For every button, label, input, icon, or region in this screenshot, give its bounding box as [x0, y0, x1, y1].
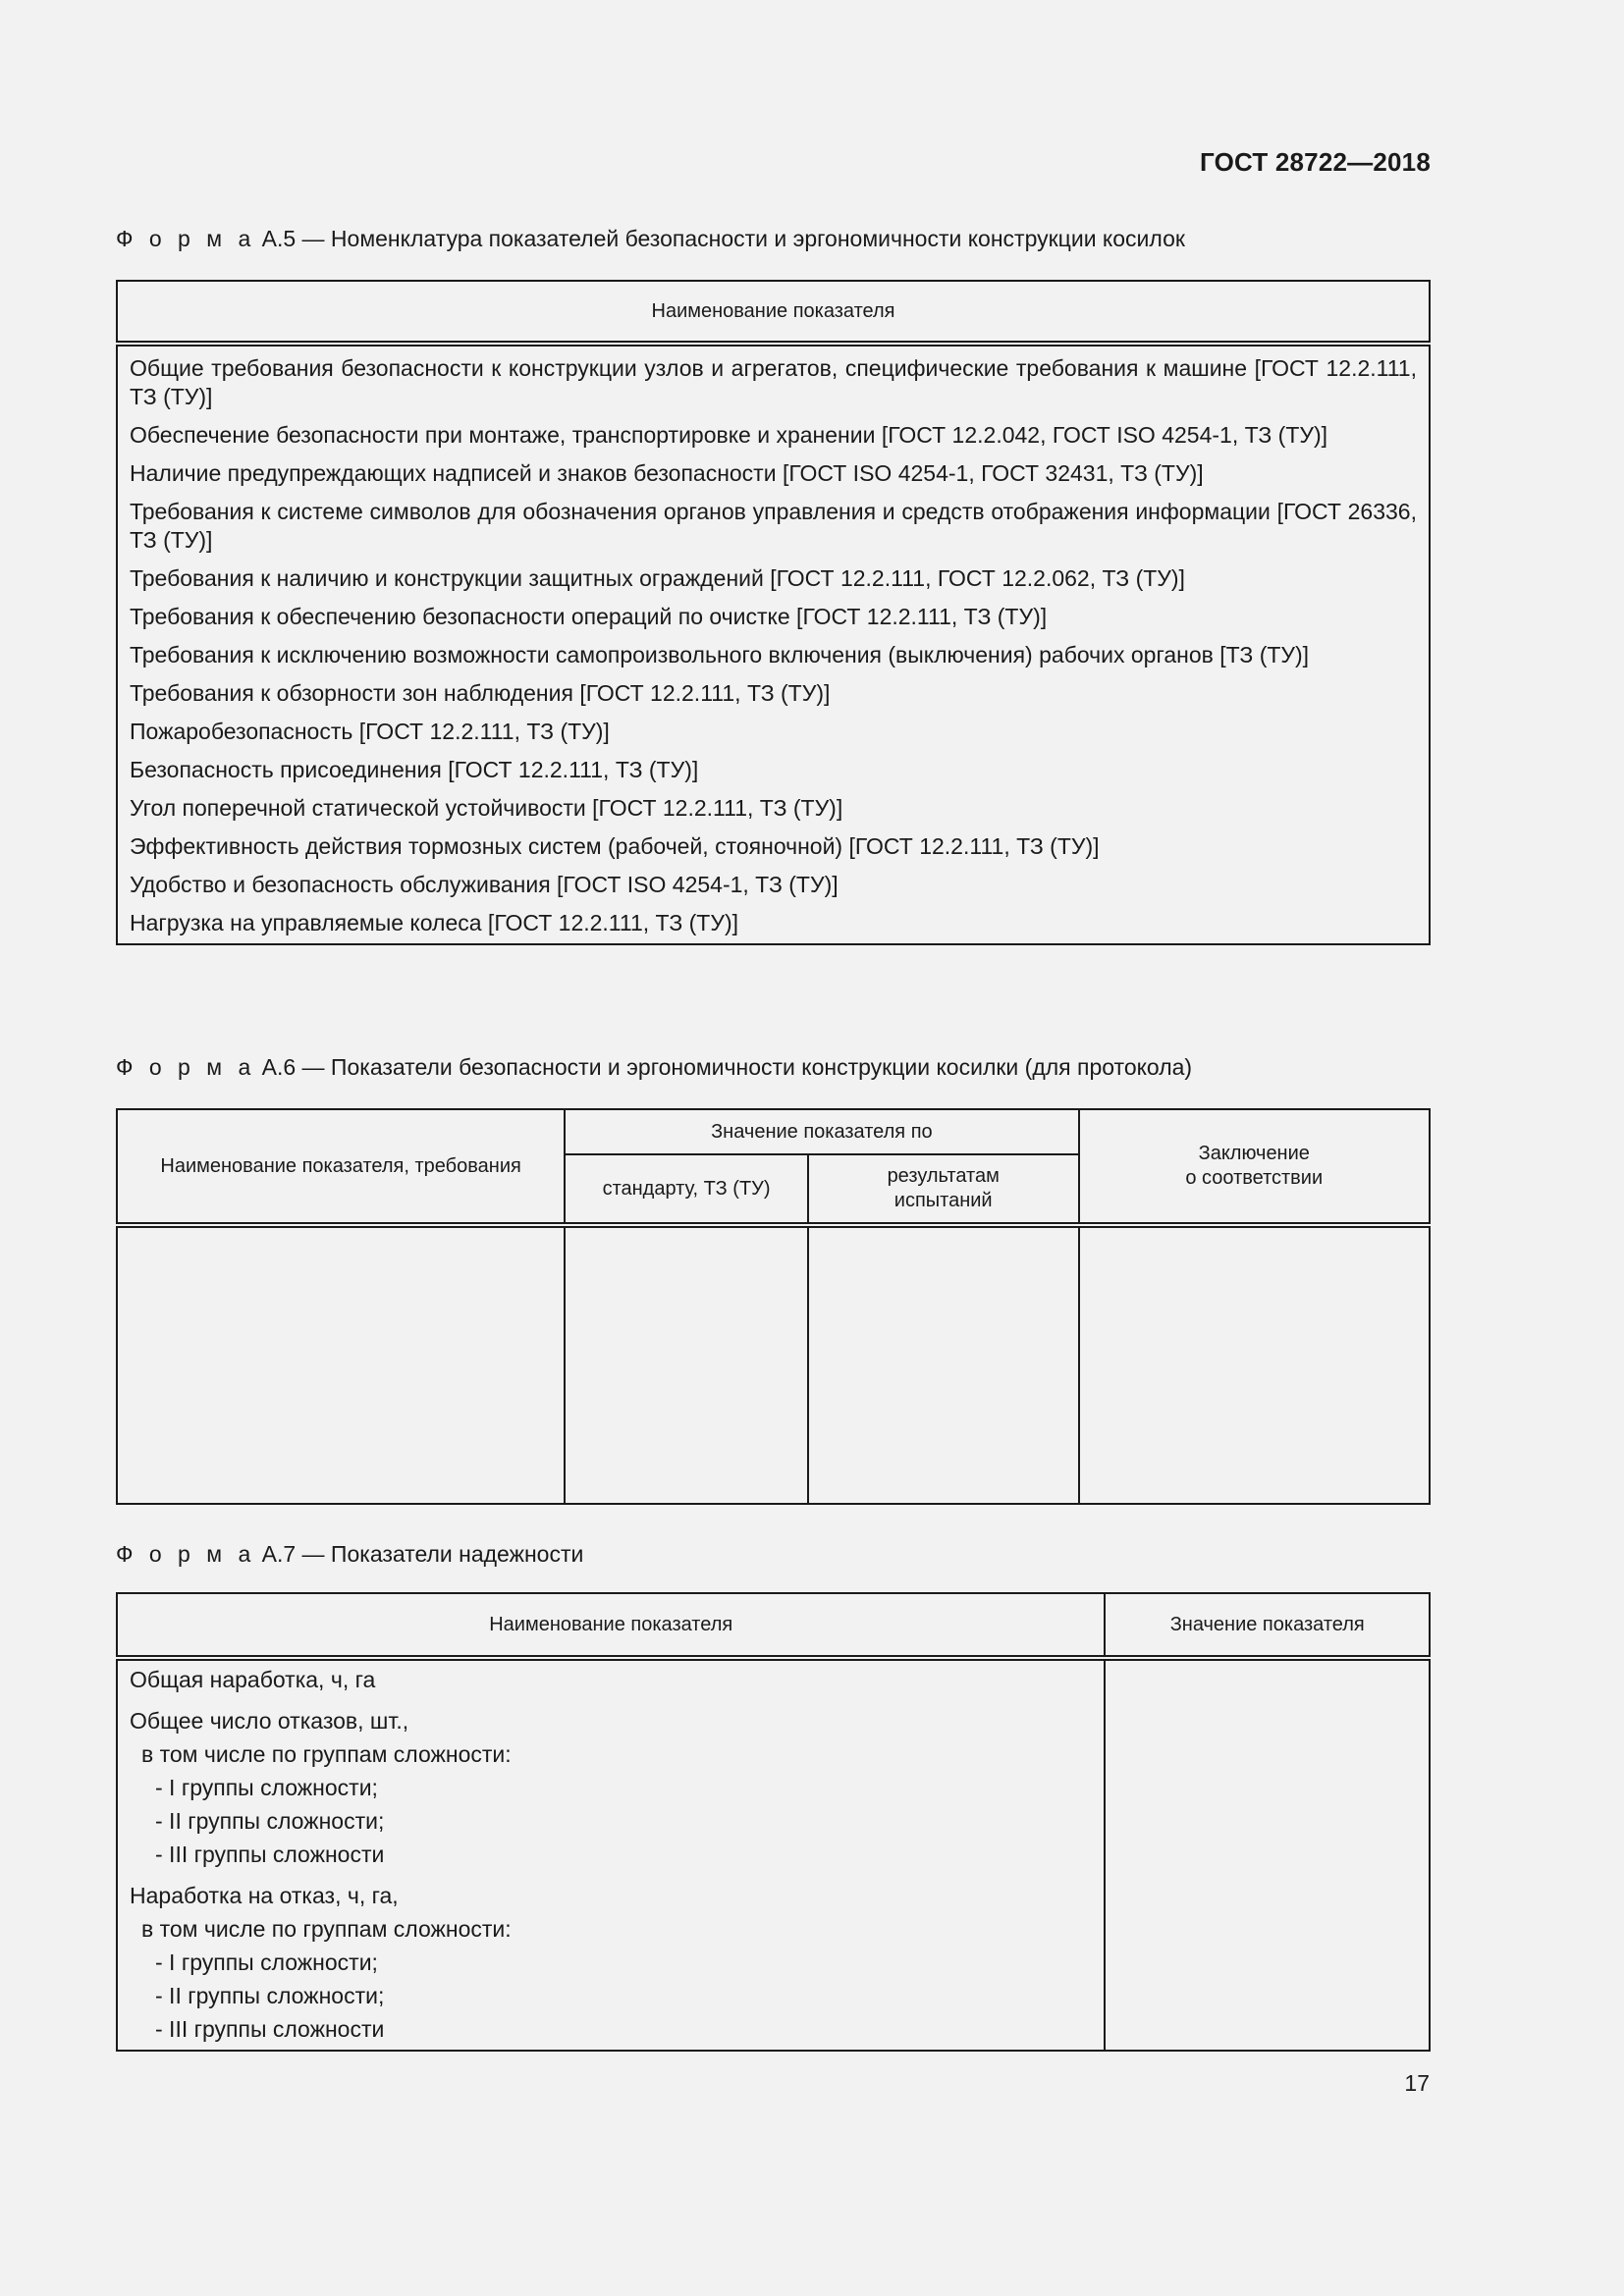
document-code: ГОСТ 28722—2018: [1200, 147, 1431, 177]
table-row: [117, 344, 1430, 415]
indicator-cell: Требования к обзорности зон наблюдения [ГОСТ 12.2.111, ТЗ (ТУ)]: [130, 680, 831, 706]
indicator-cell: Нагрузка на управляемые колеса [ГОСТ 12.2.111, ТЗ (ТУ)]: [130, 910, 738, 935]
indicator-cell: Требования к системе символов для обозначения органов управления и средств отображения информации [ГОСТ 26336, ТЗ (ТУ)]: [130, 499, 1417, 553]
table-header-row: [117, 1593, 1430, 1658]
indicator-cell: Наличие предупреждающих надписей и знаков безопасности [ГОСТ ISO 4254-1, ГОСТ 32431, ТЗ (ТУ)]: [130, 460, 1204, 486]
form-a6-caption-text: А.6 — Показатели безопасности и эргономичности конструкции косилки (для протокола): [255, 1054, 1193, 1080]
empty-cell: [1079, 1225, 1430, 1504]
indicator-cell: Общие требования безопасности к конструкции узлов и агрегатов, специфические требования к машине [ГОСТ 12.2.111, ТЗ (ТУ)]: [130, 355, 1417, 409]
table-row: [117, 712, 1430, 750]
indicator-cell: Безопасность присоединения [ГОСТ 12.2.111, ТЗ (ТУ)]: [130, 757, 699, 782]
form-a5-caption-prefix: Ф о р м а: [116, 226, 256, 251]
table-row: [117, 1225, 1430, 1504]
failures-group-2: - II группы сложности;: [155, 1808, 385, 1834]
total-operating-time: Общая наработка, ч, га: [130, 1667, 376, 1692]
table-row: [117, 788, 1430, 827]
form-a6-table: [116, 1108, 1431, 1505]
form-a6-caption-prefix: Ф о р м а: [116, 1054, 256, 1080]
table-row: [117, 597, 1430, 635]
column-header-standard: стандарту, ТЗ (ТУ): [565, 1154, 808, 1225]
table-row: [117, 635, 1430, 673]
empty-cell: [808, 1225, 1079, 1504]
table-row: [117, 1658, 1430, 2051]
column-header-test-results: [808, 1154, 1079, 1225]
column-header-indicator-name: Наименование показателя: [117, 281, 1430, 344]
indicator-cell: Обеспечение безопасности при монтаже, транспортировке и хранении [ГОСТ 12.2.042, ГОСТ ISO 4254-1, ТЗ (ТУ)]: [130, 422, 1328, 448]
indicator-cell: Требования к исключению возможности самопроизвольного включения (выключения) рабочих органов [ТЗ (ТУ)]: [130, 642, 1310, 667]
table-header-row: [117, 281, 1430, 344]
column-header-indicator-name: Наименование показателя: [117, 1593, 1105, 1658]
mtbf-group-3: - III группы сложности: [155, 2016, 385, 2042]
failures-group-3: - III группы сложности: [155, 1842, 385, 1867]
indicator-cell: Угол поперечной статической устойчивости [ГОСТ 12.2.111, ТЗ (ТУ)]: [130, 795, 843, 821]
failures-subtitle: в том числе по группам сложности:: [141, 1741, 512, 1767]
indicator-cell: Требования к наличию и конструкции защитных ограждений [ГОСТ 12.2.111, ГОСТ 12.2.062, ТЗ (ТУ)]: [130, 565, 1185, 591]
form-a7-table: [116, 1592, 1431, 2052]
failures-group-1: - I группы сложности;: [155, 1775, 378, 1800]
mtbf-title: Наработка на отказ, ч, га,: [130, 1883, 399, 1908]
page-number: 17: [1404, 2070, 1430, 2096]
failures-title: Общее число отказов, шт.,: [130, 1708, 409, 1734]
table-row: [117, 903, 1430, 944]
table-row: [117, 454, 1430, 492]
table-row: [117, 827, 1430, 865]
table-row: [117, 492, 1430, 559]
table-row: [117, 865, 1430, 903]
empty-cell: [117, 1225, 565, 1504]
results-line-1: результатам: [887, 1165, 1000, 1187]
form-a6-caption: [116, 1054, 1192, 1081]
indicator-cell: Эффективность действия тормозных систем (рабочей, стояночной) [ГОСТ 12.2.111, ТЗ (ТУ)]: [130, 833, 1100, 859]
empty-cell: [565, 1225, 808, 1504]
indicator-cell: [117, 1658, 1105, 2051]
column-header-indicator-value: Значение показателя: [1105, 1593, 1430, 1658]
form-a5-caption: [116, 226, 1185, 252]
form-a7-caption-text: А.7 — Показатели надежности: [255, 1541, 584, 1567]
form-a7-caption: [116, 1541, 583, 1568]
table-row: [117, 559, 1430, 597]
table-row: [117, 673, 1430, 712]
value-cell: [1105, 1658, 1430, 2051]
form-a7-caption-prefix: Ф о р м а: [116, 1541, 256, 1567]
indicator-cell: Удобство и безопасность обслуживания [ГОСТ ISO 4254-1, ТЗ (ТУ)]: [130, 872, 839, 897]
results-line-2: испытаний: [893, 1190, 993, 1211]
form-a5-table: [116, 280, 1431, 945]
mtbf-group-1: - I группы сложности;: [155, 1949, 378, 1975]
indicator-cell: Требования к обеспечению безопасности операций по очистке [ГОСТ 12.2.111, ТЗ (ТУ)]: [130, 604, 1048, 629]
mtbf-subtitle: в том числе по группам сложности:: [141, 1916, 512, 1942]
indicator-cell: Пожаробезопасность [ГОСТ 12.2.111, ТЗ (ТУ)]: [130, 719, 610, 744]
column-header-conclusion: [1079, 1109, 1430, 1225]
table-row: [117, 750, 1430, 788]
form-a5-caption-text: А.5 — Номенклатура показателей безопасности и эргономичности конструкции косилок: [255, 226, 1185, 251]
conclusion-line-2: о соответствии: [1185, 1167, 1324, 1189]
table-row: [117, 415, 1430, 454]
conclusion-line-1: Заключение: [1198, 1143, 1310, 1164]
column-header-indicator-requirement: Наименование показателя, требования: [117, 1109, 565, 1225]
table-header-row: [117, 1109, 1430, 1154]
mtbf-group-2: - II группы сложности;: [155, 1983, 385, 2008]
column-header-value-group: Значение показателя по: [565, 1109, 1078, 1154]
